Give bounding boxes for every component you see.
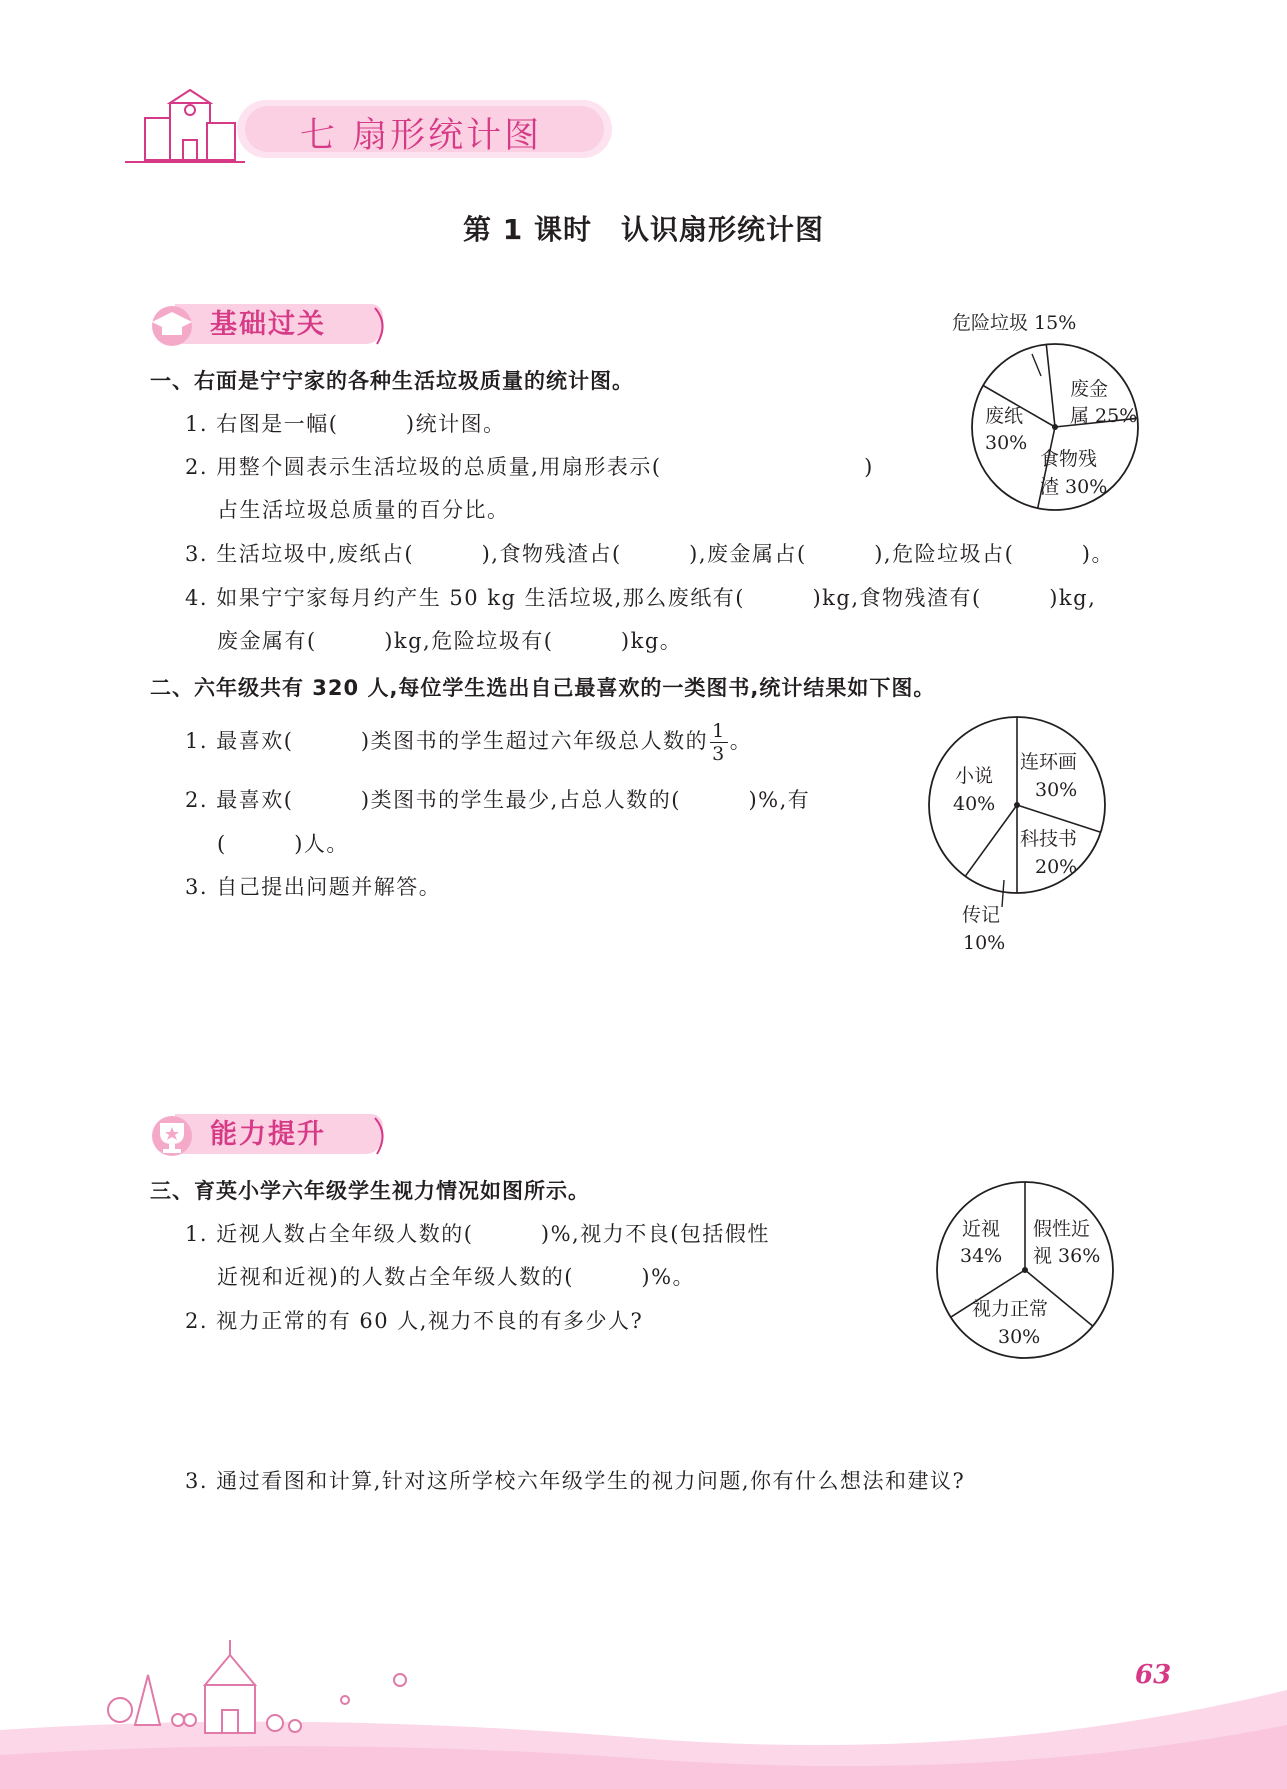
q1-item: 4. 如果宁宁家每月约产生 50 kg 生活垃圾,那么废纸有( )kg,食物残渣有( )kg, (185, 586, 1097, 610)
q1-item: 1. 右图是一幅( )统计图。 (185, 412, 506, 436)
q1-item: 废金属有( )kg,危险垃圾有( )kg。 (217, 629, 683, 653)
section-title-basic: 基础过关 (210, 309, 326, 340)
q1-item: 占生活垃圾总质量的百分比。 (217, 498, 510, 522)
pie-label-danger: 危险垃圾 15% (952, 312, 1077, 334)
pie-label-myopia: 近视 (962, 1218, 1001, 1240)
pie-label-normal: 视力正常 (972, 1298, 1049, 1320)
pie-center (1022, 1267, 1028, 1273)
chapter-title: 七 扇形统计图 (300, 116, 543, 156)
pie-label-normal: 30% (998, 1326, 1041, 1348)
pie-label-food: 食物残 (1040, 448, 1098, 470)
pie-label-comic: 30% (1035, 779, 1078, 801)
q2-heading: 二、六年级共有 320 人,每位学生选出自己最喜欢的一类图书,统计结果如下图。 (150, 676, 936, 700)
q3-item-1: 1. 近视人数占全年级人数的( )%,视力不良(包括假性 (185, 1222, 770, 1246)
pie-label-food: 渣 30% (1040, 476, 1108, 498)
fraction-denominator: 3 (712, 743, 726, 765)
trophy-icon (152, 1116, 192, 1156)
page-number: 63 (1135, 1660, 1172, 1690)
pie-label-science: 20% (1035, 856, 1078, 878)
q2-item-2: 2. 最喜欢( )类图书的学生最少,占总人数的( )%,有 (185, 788, 811, 812)
pie-center (1014, 802, 1020, 808)
q1-item: 3. 生活垃圾中,废纸占( ),食物残渣占( ),废金属占( ),危险垃圾占( )。 (185, 542, 1114, 566)
books-pie-chart (920, 715, 1110, 915)
section-title-advanced: 能力提升 (210, 1119, 326, 1150)
pie-label-metal: 属 25% (1070, 405, 1138, 427)
pie-label-science: 科技书 (1020, 828, 1078, 850)
pie-label-novel: 40% (953, 793, 996, 815)
q3-item-3: 3. 通过看图和计算,针对这所学校六年级学生的视力问题,你有什么想法和建议? (185, 1469, 966, 1493)
pie-label-pseudo: 视 36% (1033, 1245, 1101, 1267)
pie-label-pseudo: 假性近 (1033, 1218, 1091, 1240)
pie-label-biography: 传记 (962, 904, 1001, 926)
pie-label-metal: 废金 (1070, 378, 1109, 400)
q2-item-1-text: 1. 最喜欢( )类图书的学生超过六年级总人数的 (185, 729, 709, 753)
lesson-title: 第 1 课时 认识扇形统计图 (463, 213, 824, 246)
q2-item-2-cont: ( )人。 (217, 832, 349, 856)
fraction-numerator: 1 (712, 720, 726, 742)
school-building-icon (125, 90, 245, 162)
graduation-cap-icon (152, 306, 192, 346)
pie-label-paper: 30% (985, 432, 1028, 454)
pie-label-novel: 小说 (955, 765, 994, 787)
pie-label-comic: 连环画 (1020, 751, 1078, 773)
q2-item-1 (185, 720, 752, 765)
q1-heading: 一、右面是宁宁家的各种生活垃圾质量的统计图。 (150, 369, 634, 393)
q2-item-3: 3. 自己提出问题并解答。 (185, 875, 442, 899)
pie-center (1052, 424, 1058, 430)
q2-item-1-end: 。 (729, 729, 753, 753)
q3-heading: 三、育英小学六年级学生视力情况如图所示。 (150, 1179, 590, 1203)
fraction (710, 720, 728, 765)
pie-label-biography: 10% (963, 932, 1006, 954)
q3-item-2: 2. 视力正常的有 60 人,视力不良的有多少人? (185, 1309, 644, 1333)
footer-decoration (0, 1560, 1287, 1789)
town-illustration-icon (108, 1640, 406, 1733)
q3-item-1-cont: 近视和近视)的人数占全年级人数的( )%。 (217, 1265, 696, 1289)
pie-label-paper: 废纸 (985, 405, 1024, 427)
pie-label-myopia: 34% (960, 1245, 1003, 1267)
q1-item: 2. 用整个圆表示生活垃圾的总质量,用扇形表示( ) (185, 455, 874, 479)
